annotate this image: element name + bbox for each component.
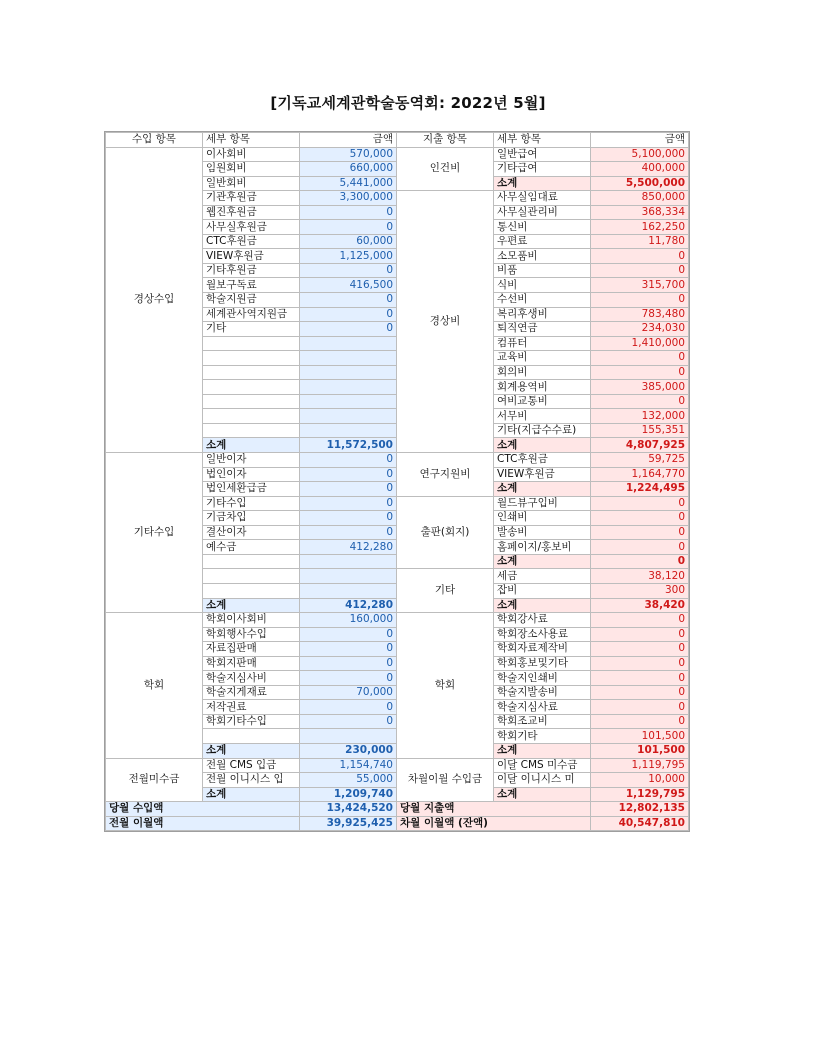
expense-item-cell: 일반급여	[494, 147, 591, 162]
expense-item-cell: 소모품비	[494, 249, 591, 264]
income-item-cell: 저작권료	[203, 700, 300, 715]
expense-item-cell: 이달 CMS 미수금	[494, 758, 591, 773]
expense-total-amount: 12,802,135	[591, 802, 689, 817]
expense-amount-cell: 10,000	[591, 773, 689, 788]
income-amount-cell: 0	[300, 700, 397, 715]
expense-item-cell: 기타(지급수수료)	[494, 423, 591, 438]
income-subtotal-label: 소계	[203, 598, 300, 613]
expense-category-cell: 출판(회지)	[397, 496, 494, 569]
income-amount-cell: 1,154,740	[300, 758, 397, 773]
income-amount-cell: 0	[300, 642, 397, 657]
income-amount-cell	[300, 554, 397, 569]
income-item-cell: 기관후원금	[203, 191, 300, 206]
income-amount-cell: 0	[300, 205, 397, 220]
expense-amount-cell: 101,500	[591, 729, 689, 744]
income-subtotal-amount: 1,209,740	[300, 787, 397, 802]
income-amount-header: 금액	[300, 133, 397, 148]
income-amount-cell: 0	[300, 525, 397, 540]
expense-subtotal-label: 소계	[494, 554, 591, 569]
income-amount-cell: 0	[300, 496, 397, 511]
income-amount-cell: 0	[300, 322, 397, 337]
income-item-cell: 예수금	[203, 540, 300, 555]
income-item-cell	[203, 351, 300, 366]
income-amount-cell: 0	[300, 714, 397, 729]
expense-amount-cell: 315,700	[591, 278, 689, 293]
income-item-cell	[203, 380, 300, 395]
income-item-cell: 웹진후원금	[203, 205, 300, 220]
expense-amount-cell: 0	[591, 365, 689, 380]
income-item-cell: 기타	[203, 322, 300, 337]
income-amount-cell: 70,000	[300, 685, 397, 700]
expense-amount-cell: 132,000	[591, 409, 689, 424]
expense-subtotal-label: 소계	[494, 482, 591, 497]
income-item-cell: 기타후원금	[203, 263, 300, 278]
expense-amount-cell: 368,334	[591, 205, 689, 220]
income-item-cell: 사무실후원금	[203, 220, 300, 235]
income-item-cell: 일반회비	[203, 176, 300, 191]
expense-amount-cell: 0	[591, 525, 689, 540]
expense-total-label: 차월 이월액 (잔액)	[397, 816, 591, 831]
ledger-table	[105, 132, 689, 831]
expense-item-cell: 학회장소사용료	[494, 627, 591, 642]
expense-subtotal-label: 소계	[494, 598, 591, 613]
expense-item-cell: 교육비	[494, 351, 591, 366]
expense-category-cell: 경상비	[397, 191, 494, 453]
expense-item-cell: 회계용역비	[494, 380, 591, 395]
expense-item-cell: 수선비	[494, 293, 591, 308]
header-row	[106, 133, 689, 148]
table-row	[106, 453, 689, 468]
income-subtotal-label: 소계	[203, 438, 300, 453]
income-item-cell: 전월 CMS 입금	[203, 758, 300, 773]
income-amount-cell: 55,000	[300, 773, 397, 788]
income-amount-cell	[300, 423, 397, 438]
expense-amount-cell: 300	[591, 583, 689, 598]
income-item-cell: 임원회비	[203, 162, 300, 177]
income-item-cell	[203, 583, 300, 598]
expense-amount-cell: 0	[591, 540, 689, 555]
income-amount-cell: 412,280	[300, 540, 397, 555]
expense-amount-cell: 59,725	[591, 453, 689, 468]
income-subtotal-amount: 412,280	[300, 598, 397, 613]
income-item-cell: 학회지판매	[203, 656, 300, 671]
expense-amount-cell: 0	[591, 394, 689, 409]
expense-item-cell: 식비	[494, 278, 591, 293]
income-amount-cell	[300, 583, 397, 598]
expense-amount-cell: 0	[591, 700, 689, 715]
expense-item-cell: CTC후원금	[494, 453, 591, 468]
income-item-cell: 기금차입	[203, 511, 300, 526]
expense-amount-cell: 783,480	[591, 307, 689, 322]
income-amount-cell: 1,125,000	[300, 249, 397, 264]
expense-item-cell: VIEW후원금	[494, 467, 591, 482]
expense-amount-cell: 1,410,000	[591, 336, 689, 351]
expense-amount-cell: 0	[591, 496, 689, 511]
expense-amount-cell: 0	[591, 293, 689, 308]
expense-subtotal-label: 소계	[494, 743, 591, 758]
income-total-amount: 13,424,520	[300, 802, 397, 817]
income-item-cell: 법인이자	[203, 467, 300, 482]
income-total-amount: 39,925,425	[300, 816, 397, 831]
expense-subtotal-amount: 0	[591, 554, 689, 569]
expense-subtotal-amount: 1,224,495	[591, 482, 689, 497]
expense-amount-cell: 0	[591, 627, 689, 642]
table-row	[106, 613, 689, 628]
expense-subtotal-amount: 5,500,000	[591, 176, 689, 191]
expense-item-cell: 학술지발송비	[494, 685, 591, 700]
expense-item-cell: 월드뷰구입비	[494, 496, 591, 511]
income-amount-cell: 0	[300, 671, 397, 686]
income-amount-cell	[300, 365, 397, 380]
expense-item-cell: 기타급여	[494, 162, 591, 177]
income-amount-cell: 60,000	[300, 234, 397, 249]
expense-item-cell: 학술지심사료	[494, 700, 591, 715]
expense-amount-cell: 11,780	[591, 234, 689, 249]
income-amount-cell: 0	[300, 467, 397, 482]
expense-amount-cell: 0	[591, 263, 689, 278]
income-total-label: 전월 이월액	[106, 816, 300, 831]
expense-item-cell: 인쇄비	[494, 511, 591, 526]
income-amount-cell	[300, 569, 397, 584]
expense-item-cell: 세금	[494, 569, 591, 584]
expense-item-cell: 학술지인쇄비	[494, 671, 591, 686]
expense-category-header: 지출 항목	[397, 133, 494, 148]
income-item-cell: 자료집판매	[203, 642, 300, 657]
totals-row	[106, 816, 689, 831]
income-item-cell	[203, 409, 300, 424]
expense-category-cell: 학회	[397, 613, 494, 758]
income-item-cell: 학회이사회비	[203, 613, 300, 628]
income-category-cell: 전월미수금	[106, 758, 203, 802]
expense-category-cell: 차월이월 수입금	[397, 758, 494, 802]
income-item-cell	[203, 569, 300, 584]
income-item-cell: 학술지심사비	[203, 671, 300, 686]
income-item-cell: 학회기타수입	[203, 714, 300, 729]
income-category-cell: 학회	[106, 613, 203, 758]
expense-category-cell: 인건비	[397, 147, 494, 191]
expense-amount-cell: 0	[591, 714, 689, 729]
income-amount-cell	[300, 729, 397, 744]
income-item-cell: 학술지게재료	[203, 685, 300, 700]
income-item-cell: 이사회비	[203, 147, 300, 162]
expense-total-amount: 40,547,810	[591, 816, 689, 831]
expense-amount-cell: 155,351	[591, 423, 689, 438]
ledger-body	[106, 147, 689, 831]
income-amount-cell: 3,300,000	[300, 191, 397, 206]
income-subtotal-amount: 11,572,500	[300, 438, 397, 453]
expense-amount-cell: 0	[591, 642, 689, 657]
expense-amount-cell: 0	[591, 249, 689, 264]
expense-amount-cell: 400,000	[591, 162, 689, 177]
income-amount-cell	[300, 336, 397, 351]
expense-subtotal-amount: 1,129,795	[591, 787, 689, 802]
expense-item-cell: 여비교통비	[494, 394, 591, 409]
income-amount-cell: 416,500	[300, 278, 397, 293]
expense-amount-cell: 850,000	[591, 191, 689, 206]
expense-item-header: 세부 항목	[494, 133, 591, 148]
income-item-cell	[203, 394, 300, 409]
expense-item-cell: 학회조교비	[494, 714, 591, 729]
income-item-cell	[203, 729, 300, 744]
income-category-header: 수입 항목	[106, 133, 203, 148]
expense-subtotal-label: 소계	[494, 438, 591, 453]
totals-row	[106, 802, 689, 817]
expense-item-cell: 홈페이지/홍보비	[494, 540, 591, 555]
income-item-cell: VIEW후원금	[203, 249, 300, 264]
income-item-cell: 법인세환급금	[203, 482, 300, 497]
income-amount-cell	[300, 380, 397, 395]
expense-item-cell: 복리후생비	[494, 307, 591, 322]
income-amount-cell: 0	[300, 627, 397, 642]
income-amount-cell	[300, 409, 397, 424]
income-item-cell: 학술지원금	[203, 293, 300, 308]
income-item-cell: 세계관사역지원금	[203, 307, 300, 322]
expense-subtotal-label: 소계	[494, 787, 591, 802]
expense-item-cell: 비품	[494, 263, 591, 278]
expense-amount-cell: 0	[591, 511, 689, 526]
expense-amount-cell: 0	[591, 656, 689, 671]
expense-item-cell: 퇴직연금	[494, 322, 591, 337]
expense-item-cell: 우편료	[494, 234, 591, 249]
expense-subtotal-amount: 101,500	[591, 743, 689, 758]
expense-item-cell: 학회홍보및기타	[494, 656, 591, 671]
expense-amount-cell: 162,250	[591, 220, 689, 235]
expense-amount-cell: 0	[591, 613, 689, 628]
income-item-cell: 월보구독료	[203, 278, 300, 293]
expense-total-label: 당월 지출액	[397, 802, 591, 817]
income-amount-cell	[300, 351, 397, 366]
expense-amount-cell: 38,120	[591, 569, 689, 584]
income-subtotal-label: 소계	[203, 743, 300, 758]
table-row	[106, 758, 689, 773]
income-category-cell: 경상수입	[106, 147, 203, 452]
expense-item-cell: 발송비	[494, 525, 591, 540]
income-item-cell: 전월 이니시스 입	[203, 773, 300, 788]
expense-amount-cell: 234,030	[591, 322, 689, 337]
income-amount-cell: 0	[300, 307, 397, 322]
expense-item-cell: 통신비	[494, 220, 591, 235]
expense-category-cell: 기타	[397, 569, 494, 613]
expense-amount-cell: 385,000	[591, 380, 689, 395]
income-subtotal-label: 소계	[203, 787, 300, 802]
expense-item-cell: 회의비	[494, 365, 591, 380]
income-amount-cell: 0	[300, 453, 397, 468]
expense-amount-cell: 1,119,795	[591, 758, 689, 773]
income-item-cell: CTC후원금	[203, 234, 300, 249]
income-amount-cell: 0	[300, 263, 397, 278]
income-amount-cell: 0	[300, 656, 397, 671]
expense-item-cell: 학회자료제작비	[494, 642, 591, 657]
expense-amount-cell: 5,100,000	[591, 147, 689, 162]
income-amount-cell: 5,441,000	[300, 176, 397, 191]
income-item-cell	[203, 365, 300, 380]
income-amount-cell: 570,000	[300, 147, 397, 162]
expense-amount-cell: 1,164,770	[591, 467, 689, 482]
income-amount-cell: 660,000	[300, 162, 397, 177]
income-item-cell	[203, 554, 300, 569]
income-item-cell	[203, 336, 300, 351]
income-amount-cell: 160,000	[300, 613, 397, 628]
expense-amount-cell: 0	[591, 671, 689, 686]
expense-subtotal-amount: 4,807,925	[591, 438, 689, 453]
expense-amount-header: 금액	[591, 133, 689, 148]
expense-subtotal-label: 소계	[494, 176, 591, 191]
expense-item-cell: 학회기타	[494, 729, 591, 744]
expense-amount-cell: 0	[591, 351, 689, 366]
expense-item-cell: 사무실임대료	[494, 191, 591, 206]
income-item-cell	[203, 423, 300, 438]
income-total-label: 당월 수입액	[106, 802, 300, 817]
expense-item-cell: 잡비	[494, 583, 591, 598]
income-amount-cell: 0	[300, 511, 397, 526]
expense-item-cell: 서무비	[494, 409, 591, 424]
income-item-cell: 일반이자	[203, 453, 300, 468]
expense-item-cell: 컴퓨터	[494, 336, 591, 351]
income-item-cell: 결산이자	[203, 525, 300, 540]
income-item-cell: 학회행사수입	[203, 627, 300, 642]
page-title: [기독교세계관학술동역회: 2022년 5월]	[270, 94, 546, 112]
income-amount-cell	[300, 394, 397, 409]
income-subtotal-amount: 230,000	[300, 743, 397, 758]
expense-item-cell: 사무실관리비	[494, 205, 591, 220]
income-category-cell: 기타수입	[106, 453, 203, 613]
expense-subtotal-amount: 38,420	[591, 598, 689, 613]
income-amount-cell: 0	[300, 293, 397, 308]
expense-amount-cell: 0	[591, 685, 689, 700]
income-amount-cell: 0	[300, 220, 397, 235]
income-item-header: 세부 항목	[203, 133, 300, 148]
income-amount-cell: 0	[300, 482, 397, 497]
income-item-cell: 기타수입	[203, 496, 300, 511]
expense-item-cell: 이달 이니시스 미	[494, 773, 591, 788]
table-row	[106, 147, 689, 162]
expense-category-cell: 연구지원비	[397, 453, 494, 497]
expense-item-cell: 학회강사료	[494, 613, 591, 628]
